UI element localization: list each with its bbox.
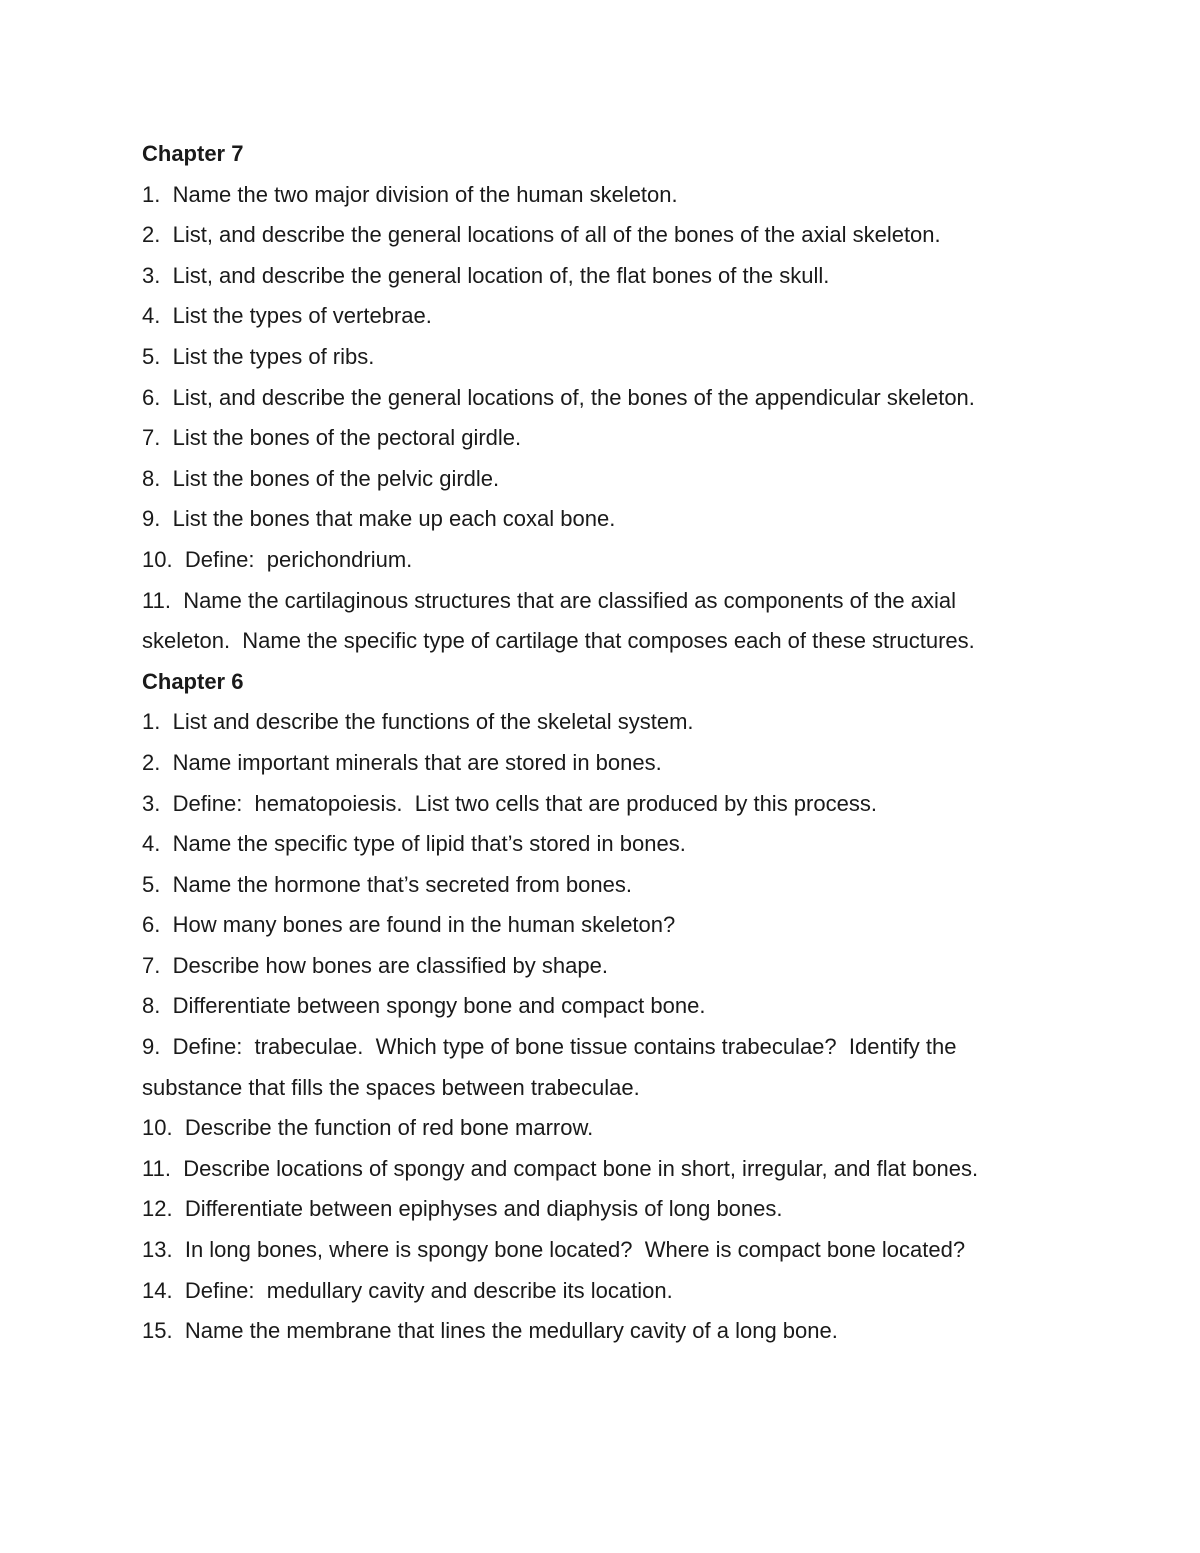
item-number: 12.: [142, 1196, 173, 1222]
item-number: 6.: [142, 384, 161, 410]
item-number: 4.: [142, 303, 161, 329]
item-number: 1.: [142, 181, 161, 207]
item-text: Name the membrane that lines the medullary cavity of a long bone.: [184, 1318, 838, 1344]
item-text: Define: medullary cavity and describe its location.: [184, 1277, 673, 1303]
item-number: 2.: [142, 749, 161, 775]
item-text: List the bones of the pectoral girdle.: [172, 425, 522, 451]
item-text: Name important minerals that are stored in bones.: [172, 749, 662, 775]
list-item: [142, 378, 1062, 419]
list-item: [142, 296, 1062, 337]
item-text: How many bones are found in the human skeleton?: [172, 912, 676, 938]
item-number: 8.: [142, 465, 161, 491]
item-number: 10.: [142, 1115, 173, 1141]
list-item: [142, 784, 1062, 825]
list-item: [142, 1108, 1062, 1149]
list-item: [142, 905, 1062, 946]
item-text: Describe how bones are classified by shape.: [172, 952, 608, 978]
list-item: [142, 1027, 1062, 1108]
item-text: List the bones that make up each coxal bone.: [172, 506, 616, 532]
item-number: 3.: [142, 790, 161, 816]
list-item: [142, 1230, 1062, 1271]
item-number: 10.: [142, 546, 173, 572]
item-number: 5.: [142, 343, 161, 369]
item-number: 8.: [142, 993, 161, 1019]
list-item: [142, 337, 1062, 378]
item-number: 2.: [142, 222, 161, 248]
list-item: [142, 865, 1062, 906]
item-number: 14.: [142, 1277, 173, 1303]
item-number: 9.: [142, 1034, 161, 1060]
item-text: Describe locations of spongy and compact bone in short, irregular, and flat bones.: [183, 1155, 979, 1181]
item-number: 6.: [142, 912, 161, 938]
item-number: 13.: [142, 1237, 173, 1263]
list-item: [142, 1149, 1062, 1190]
item-number: 1.: [142, 709, 161, 735]
item-text: Differentiate between epiphyses and diaphysis of long bones.: [184, 1196, 783, 1222]
item-text: List, and describe the general location of, the flat bones of the skull.: [172, 262, 830, 288]
list-item: [142, 824, 1062, 865]
list-item: [142, 986, 1062, 1027]
item-text: Define: trabeculae. Which type of bone tissue contains trabeculae? Identify the: [172, 1034, 957, 1060]
item-number: 7.: [142, 952, 161, 978]
item-text: List, and describe the general locations of, the bones of the appendicular skeleton.: [172, 384, 975, 410]
item-text: List, and describe the general locations of all of the bones of the axial skeleton.: [172, 222, 941, 248]
item-number: 4.: [142, 831, 161, 857]
list-item: [142, 581, 1062, 662]
item-text-continuation: substance that fills the spaces between trabeculae.: [142, 1074, 640, 1100]
list-item: [142, 215, 1062, 256]
list-item: [142, 459, 1062, 500]
item-number: 11.: [142, 587, 171, 613]
item-text: Name the specific type of lipid that’s stored in bones.: [172, 831, 686, 857]
list-item: [142, 946, 1062, 987]
chapter-7-heading: Chapter 7: [142, 141, 244, 166]
list-item: [142, 1271, 1062, 1312]
item-number: 5.: [142, 871, 161, 897]
item-text: List the bones of the pelvic girdle.: [172, 465, 500, 491]
item-number: 7.: [142, 425, 161, 451]
item-text: In long bones, where is spongy bone located? Where is compact bone located?: [184, 1237, 966, 1263]
item-text: Define: hematopoiesis. List two cells that are produced by this process.: [172, 790, 877, 816]
item-text-continuation: skeleton. Name the specific type of cartilage that composes each of these structures.: [142, 628, 975, 654]
item-text: List and describe the functions of the skeletal system.: [172, 709, 694, 735]
list-item: [142, 256, 1062, 297]
item-text: Name the hormone that’s secreted from bones.: [172, 871, 632, 897]
item-number: 9.: [142, 506, 161, 532]
list-item: [142, 1189, 1062, 1230]
item-text: Differentiate between spongy bone and compact bone.: [172, 993, 706, 1019]
item-text: Name the cartilaginous structures that are classified as components of the axial: [183, 587, 957, 613]
list-item: [142, 540, 1062, 581]
item-text: Describe the function of red bone marrow.: [184, 1115, 594, 1141]
document-page: [142, 134, 1062, 1352]
list-item: [142, 702, 1062, 743]
list-item: [142, 499, 1062, 540]
list-item: [142, 175, 1062, 216]
chapter-6-heading: Chapter 6: [142, 668, 244, 694]
list-item: [142, 743, 1062, 784]
item-text: Define: perichondrium.: [184, 546, 413, 572]
item-number: 15.: [142, 1318, 173, 1344]
list-item: [142, 1311, 1062, 1352]
item-text: Name the two major division of the human skeleton.: [172, 181, 678, 207]
item-text: List the types of ribs.: [172, 343, 375, 369]
list-item: [142, 418, 1062, 459]
item-number: 11.: [142, 1155, 171, 1181]
item-text: List the types of vertebrae.: [172, 303, 432, 329]
item-number: 3.: [142, 262, 161, 288]
